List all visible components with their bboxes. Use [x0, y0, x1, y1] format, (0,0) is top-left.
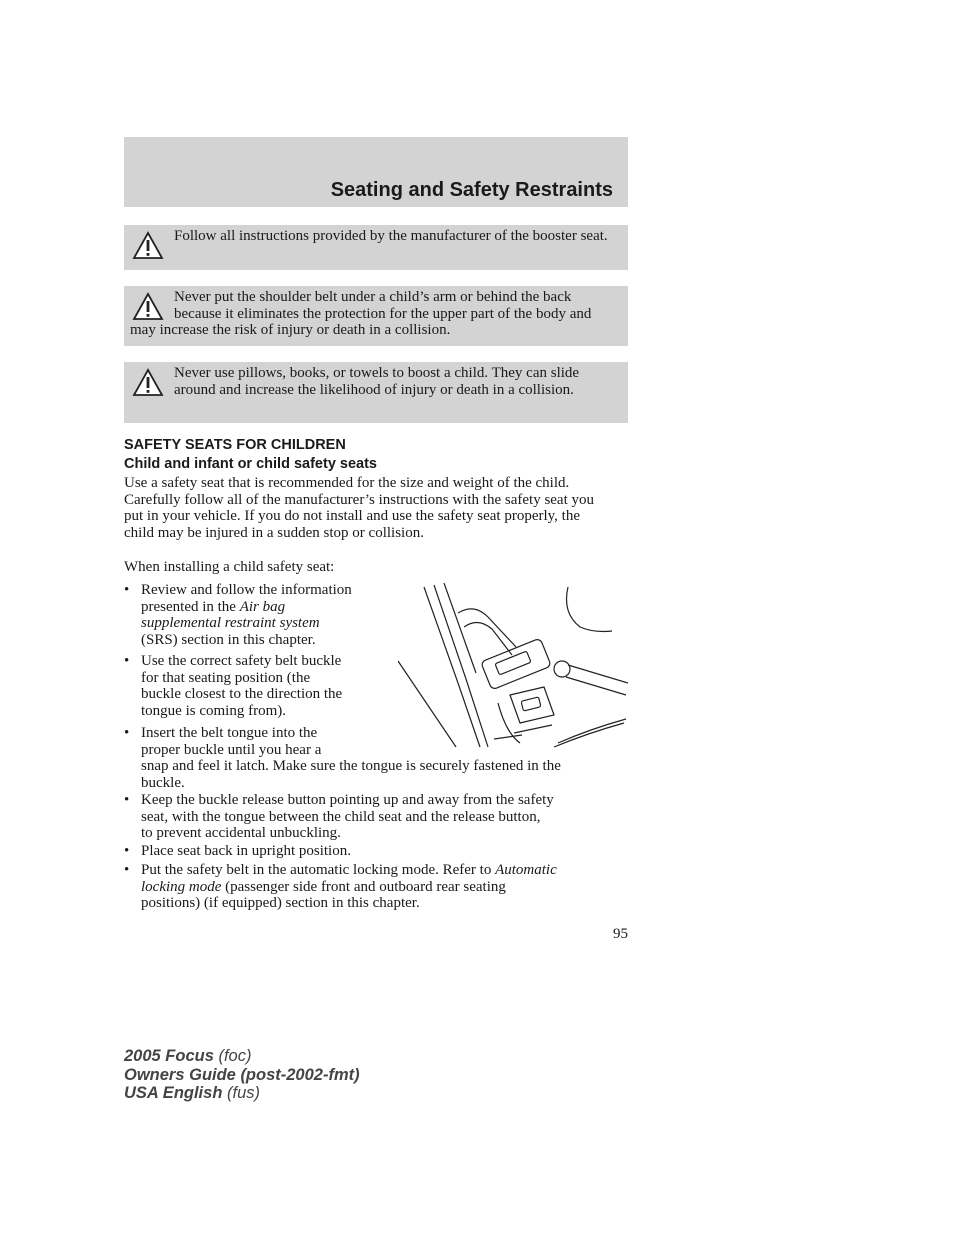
list-item-line: Review and follow the information: [141, 582, 352, 598]
bullet-dot: •: [124, 653, 130, 669]
warning-box-shoulder-belt: [124, 286, 628, 346]
list-item-line: seat, with the tongue between the child seat and the release button,: [141, 808, 541, 825]
warning-box-booster: [124, 225, 628, 270]
seatbelt-buckle-illustration: [398, 583, 628, 749]
list-item-line: (SRS) section in this chapter.: [141, 631, 316, 648]
list-item-line: tongue is coming from).: [141, 702, 286, 719]
list-item-line: Insert the belt tongue into the: [141, 725, 318, 741]
footer-line: 2005 Focus (foc): [124, 1047, 252, 1065]
list-item-line: to prevent accidental unbuckling.: [141, 825, 341, 841]
page-number: 95: [613, 926, 628, 942]
list-item-line: buckle.: [141, 774, 185, 791]
warning-triangle-icon: [132, 231, 164, 261]
footer-line: Owners Guide (post-2002-fmt): [124, 1065, 360, 1084]
cross-reference-srs: supplemental restraint system: [141, 615, 320, 631]
footer-line: USA English (fus): [124, 1084, 260, 1102]
lead-paragraph: When installing a child safety seat:: [124, 559, 335, 575]
section-heading: SAFETY SEATS FOR CHILDREN: [124, 437, 346, 453]
bullet-dot: •: [124, 792, 130, 808]
warning-text: Follow all instructions provided by the manufacturer of the booster seat.: [174, 228, 608, 244]
list-item-line: proper buckle until you hear a: [141, 741, 322, 758]
list-item-line: Put the safety belt in the automatic locking mode. Refer to Automatic: [141, 862, 557, 878]
section-subheading: Child and infant or child safety seats: [124, 456, 377, 472]
bullet-dot: •: [124, 582, 130, 598]
list-item-line: Place seat back in upright position.: [141, 843, 351, 859]
list-item-line: [141, 615, 386, 632]
warning-box-pillows: [124, 362, 628, 423]
list-item-line: positions) (if equipped) section in this chapter.: [141, 895, 420, 911]
list-item-line: snap and feel it latch. Make sure the tongue is securely fastened in the: [141, 758, 561, 774]
cross-reference-automatic: Automatic: [495, 862, 557, 878]
header-band: [124, 137, 628, 207]
list-item-line: buckle closest to the direction the: [141, 686, 343, 702]
bullet-dot: •: [124, 862, 130, 878]
warning-text: Never use pillows, books, or towels to boost a child. They can slide around and increase the likelihood of injury or death in a collision.: [174, 365, 580, 398]
cross-reference-airbag: Air bag: [239, 598, 286, 615]
intro-paragraph: Use a safety seat that is recommended for the size and weight of the child. Carefully follow all of the manufacturer’s instructions with the safety seat you put in your vehicle. If you do not install and use the safety seat properly, the child may be injured in a sudden stop or collision.: [124, 475, 595, 541]
warning-triangle-icon: [132, 292, 164, 322]
cross-reference-locking-mode: locking mode: [141, 878, 222, 895]
bullet-dot: •: [124, 843, 130, 859]
list-item-line: Use the correct safety belt buckle: [141, 653, 342, 669]
document-footer: [124, 1047, 360, 1103]
warning-text: Never put the shoulder belt under a child’s arm or behind the back because it eliminates the protection for the upper part of the body and may increase the risk of injury or death in a collision.: [130, 289, 592, 338]
list-item-line: Keep the buckle release button pointing up and away from the safety: [141, 792, 554, 808]
warning-triangle-icon: [132, 368, 164, 398]
page-title: Seating and Safety Restraints: [330, 179, 613, 201]
bullet-dot: •: [124, 725, 130, 741]
list-item-line: presented in the Air bag: [141, 598, 286, 615]
list-item-line: for that seating position (the: [141, 669, 311, 686]
list-item-line: locking mode (passenger side front and outboard rear seating: [141, 878, 506, 895]
